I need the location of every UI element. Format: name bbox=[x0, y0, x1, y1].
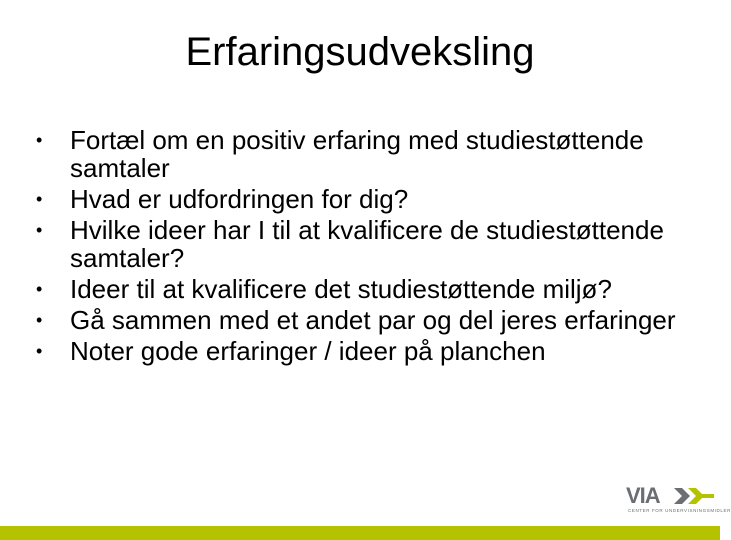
bullet-marker: • bbox=[36, 130, 43, 150]
bullet-item bbox=[36, 337, 676, 365]
bullet-text: Ideer til at kvalificere det studiestøttende miljø? bbox=[70, 274, 612, 304]
bullet-item bbox=[36, 275, 676, 303]
via-logo-mark-icon bbox=[674, 485, 714, 507]
bullet-item bbox=[36, 185, 676, 213]
bullet-marker: • bbox=[36, 220, 43, 240]
bullet-marker: • bbox=[36, 341, 43, 361]
bullet-text: Gå sammen med et andet par og del jeres erfaringer bbox=[70, 305, 676, 335]
bullet-item bbox=[36, 306, 676, 334]
bullet-list bbox=[36, 126, 676, 368]
bullet-text: Noter gode erfaringer / ideer på planchen bbox=[70, 336, 546, 366]
bullet-marker: • bbox=[36, 279, 43, 299]
logo-subtitle: CENTER FOR UNDERVISNINGSMIDLER bbox=[628, 508, 731, 513]
bullet-text: Hvad er udfordringen for dig? bbox=[70, 184, 409, 214]
accent-bar bbox=[0, 526, 720, 540]
slide-title: Erfaringsudveksling bbox=[185, 30, 535, 74]
bullet-item bbox=[36, 216, 676, 272]
bullet-text: Fortæl om en positiv erfaring med studiestøttende samtaler bbox=[70, 125, 644, 183]
bullet-marker: • bbox=[36, 189, 43, 209]
bullet-item bbox=[36, 126, 676, 182]
via-logo bbox=[624, 483, 731, 520]
bullet-text: Hvilke ideer har I til at kvalificere de studiestøttende samtaler? bbox=[70, 215, 664, 273]
bullet-marker: • bbox=[36, 310, 43, 330]
logo-text: VIA bbox=[626, 483, 660, 508]
